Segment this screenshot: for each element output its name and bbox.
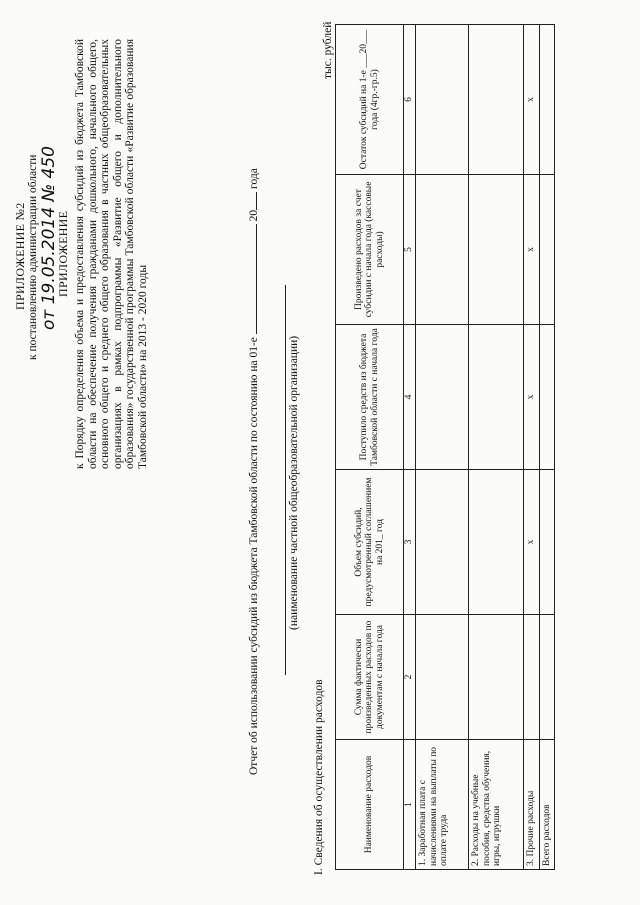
- appendix-subtitle: к постановлению администрации области: [27, 154, 39, 360]
- table-cell: х: [524, 325, 540, 470]
- table-cell: [539, 325, 555, 470]
- row-label: 2. Расходы на учебные пособия, средства обучения, игры, игрушки: [469, 740, 524, 870]
- table-row: [469, 25, 524, 870]
- report-date-blank: [256, 224, 257, 334]
- table-cell: х: [524, 25, 540, 175]
- table-header-row: [336, 25, 404, 870]
- column-number: 5: [404, 175, 416, 325]
- header-cell: Объем субсидий, предусмотренный соглашением на 201_ год: [336, 470, 404, 615]
- table-cell: [469, 470, 524, 615]
- header-cell: Произведено расходов за счет субсидии с начала года (кассовые расходы): [336, 175, 404, 325]
- column-number: 1: [404, 740, 416, 870]
- table-row: [416, 25, 469, 870]
- org-name-line: [285, 285, 286, 675]
- expenses-table: [335, 24, 555, 870]
- org-caption: (наименование частной общеобразовательной организации): [288, 335, 300, 630]
- table-cell: [469, 615, 524, 740]
- column-number: 4: [404, 325, 416, 470]
- table-cell: [469, 175, 524, 325]
- table-cell: [469, 325, 524, 470]
- row-label: 1. Заработная плата с начислениями на выплаты по оплате труда: [416, 740, 469, 870]
- table-cell: [469, 25, 524, 175]
- table-cell: [416, 325, 469, 470]
- handwritten-date-number: от 19.05.2014 № 450: [39, 146, 59, 330]
- table-cell: [416, 25, 469, 175]
- report-year-number: 20: [248, 209, 260, 222]
- header-cell: Поступило средств из бюджета Тамбовской области с начала года: [336, 325, 404, 470]
- header-cell: Сумма фактически произведенных расходов по документам с начала года: [336, 615, 404, 740]
- header-cell: Наименование расходов: [336, 740, 404, 870]
- appendix-title-2: ПРИЛОЖЕНИЕ: [56, 210, 70, 297]
- report-title: [248, 168, 260, 775]
- table-cell: [416, 175, 469, 325]
- table-cell: [539, 615, 555, 740]
- row-label: 3. Прочие расходы: [524, 740, 540, 870]
- report-title-prefix: Отчет об использовании субсидий из бюджета Тамбовской области по состоянию на 01-е: [248, 337, 260, 775]
- report-year-word: года: [248, 168, 260, 189]
- column-number: 3: [404, 470, 416, 615]
- table-cell: [416, 470, 469, 615]
- header-cell: Остаток субсидий на 1-е ___20___ года (4гр.-гр.5): [336, 25, 404, 175]
- column-number-row: [404, 25, 416, 870]
- table-cell: х: [524, 175, 540, 325]
- report-year-blank: [256, 192, 257, 210]
- row-label: Всего расходов: [539, 740, 555, 870]
- column-number: 6: [404, 25, 416, 175]
- table-cell: [539, 470, 555, 615]
- appendix-intro: к Порядку определения объема и предоставления субсидий из бюджета Тамбовской области на обеспечение получения гражданами дошкольного, начального общего, основного общего и среднего общего образования в частных общеобразовательных организациях в рамках подпрограммы «Развитие общего и дополнительного образования» государственной программы Тамбовской области «Развитие образования Тамбовской области» на 2013 - 2020 годы: [74, 39, 149, 469]
- column-number: 2: [404, 615, 416, 740]
- table-cell: [539, 25, 555, 175]
- table-cell: [524, 615, 540, 740]
- table-row: [539, 25, 555, 870]
- appendix-title: ПРИЛОЖЕНИЕ №2: [13, 202, 27, 310]
- table-cell: [416, 615, 469, 740]
- section-title: I. Сведения об осуществлении расходов: [313, 679, 325, 875]
- units-label: тыс. рублей: [322, 21, 334, 79]
- table-cell: х: [524, 470, 540, 615]
- table-cell: [539, 175, 555, 325]
- table-row: [524, 25, 540, 870]
